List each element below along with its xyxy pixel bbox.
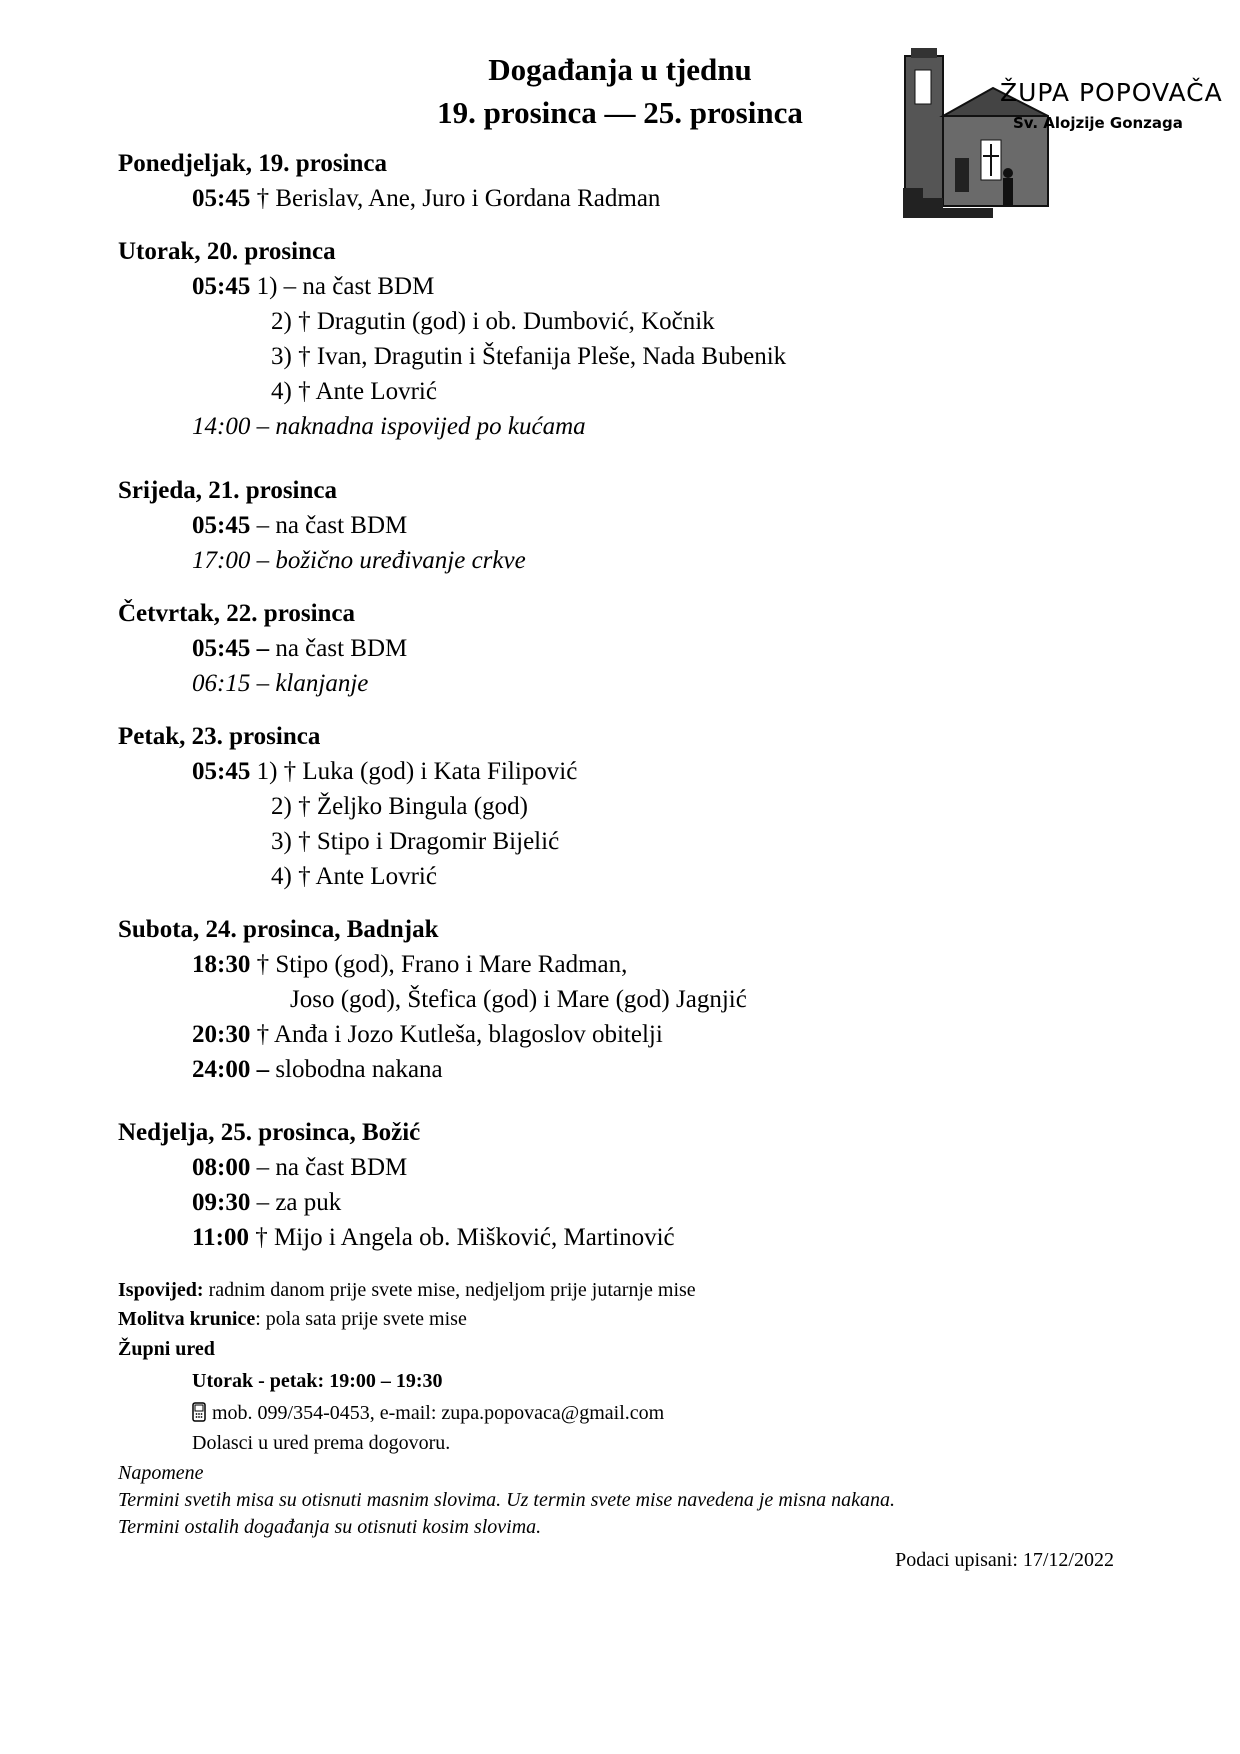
rosary-text: : pola sata prije svete mise <box>255 1308 467 1330</box>
schedule-line: 4) † Ante Lovrić <box>271 378 437 405</box>
schedule-line <box>192 1223 675 1253</box>
mass-intention: † Mijo i Angela ob. Mišković, Martinović <box>248 1224 675 1251</box>
note-title: Napomene <box>118 1462 204 1484</box>
logo-subtitle: Sv. Alojzije Gonzaga <box>1013 114 1183 132</box>
mass-intention: † Berislav, Ane, Juro i Gordana Radman <box>250 185 661 212</box>
schedule-line <box>192 1055 443 1085</box>
mass-time: 05:45 <box>192 512 251 539</box>
mass-intention: 1) – na čast BDM <box>250 273 435 300</box>
office-hours: Utorak - petak: 19:00 – 19:30 <box>192 1370 443 1392</box>
title-line-2: 19. prosinca — 25. prosinca <box>437 95 803 130</box>
note-line: Termini ostalih događanja su otisnuti kosim slovima. <box>118 1516 542 1538</box>
confession-info <box>118 1277 696 1303</box>
day-heading-tuesday: Utorak, 20. prosinca <box>118 238 336 265</box>
contact-info <box>192 1400 664 1426</box>
mass-intention: na čast BDM <box>269 635 408 662</box>
schedule-line <box>192 272 434 302</box>
day-heading-thursday: Četvrtak, 22. prosinca <box>118 600 356 627</box>
parish-logo-church-icon <box>903 48 1193 218</box>
mass-time: 05:45 <box>192 758 251 785</box>
confession-label: Ispovijed: <box>118 1279 204 1301</box>
schedule-line <box>192 184 660 214</box>
office-label: Župni ured <box>118 1338 215 1360</box>
schedule-line <box>192 950 627 980</box>
schedule-line <box>192 1188 341 1218</box>
schedule-line <box>192 757 577 787</box>
schedule-line <box>192 634 407 664</box>
mass-time: 05:45 – <box>192 635 270 662</box>
title-line-1: Događanja u tjednu <box>488 52 752 87</box>
contact-text: mob. 099/354-0453, e-mail: zupa.popovaca@gmail.com <box>212 1402 665 1424</box>
mass-intention: 1) † Luka (god) i Kata Filipović <box>250 758 578 785</box>
rosary-info <box>118 1306 467 1332</box>
entry-date: Podaci upisani: 17/12/2022 <box>895 1549 1114 1571</box>
rosary-label: Molitva krunice <box>118 1308 256 1330</box>
day-heading-friday: Petak, 23. prosinca <box>118 723 321 750</box>
schedule-line: 2) † Dragutin (god) i ob. Dumbović, Kočnik <box>271 308 715 335</box>
mass-time: 11:00 <box>192 1224 249 1251</box>
schedule-line: Joso (god), Štefica (god) i Mare (god) Jagnjić <box>290 986 747 1013</box>
mass-time: 24:00 – <box>192 1056 270 1083</box>
note-line: Termini svetih misa su otisnuti masnim slovima. Uz termin svete mise navedena je misna nakana. <box>118 1489 895 1511</box>
mass-intention: – na čast BDM <box>250 512 408 539</box>
mass-time: 18:30 <box>192 951 251 978</box>
event-line: 06:15 – klanjanje <box>192 670 369 697</box>
mass-time: 20:30 <box>192 1021 251 1048</box>
day-heading-wednesday: Srijeda, 21. prosinca <box>118 477 337 504</box>
mass-intention: † Anđa i Jozo Kutleša, blagoslov obitelji <box>250 1021 663 1048</box>
day-heading-saturday: Subota, 24. prosinca, Badnjak <box>118 916 439 943</box>
schedule-line: 3) † Ivan, Dragutin i Štefanija Pleše, Nada Bubenik <box>271 343 787 370</box>
page-title <box>390 48 850 134</box>
schedule-line: 4) † Ante Lovrić <box>271 863 437 890</box>
schedule-line <box>192 1020 663 1050</box>
confession-text: radnim danom prije svete mise, nedjeljom prije jutarnje mise <box>203 1279 696 1301</box>
phone-icon <box>192 1402 206 1422</box>
schedule-line <box>192 511 407 541</box>
day-heading-monday: Ponedjeljak, 19. prosinca <box>118 150 387 177</box>
mass-time: 09:30 <box>192 1189 251 1216</box>
event-line: 17:00 – božično uređivanje crkve <box>192 547 526 574</box>
schedule-line <box>192 1153 407 1183</box>
mass-intention: slobodna nakana <box>269 1056 443 1083</box>
mass-time: 08:00 <box>192 1154 251 1181</box>
logo-name: ŽUPA POPOVAČA <box>1000 78 1223 107</box>
mass-intention: – na čast BDM <box>250 1154 408 1181</box>
schedule-line: 3) † Stipo i Dragomir Bijelić <box>271 828 560 855</box>
event-line: 14:00 – naknadna ispovijed po kućama <box>192 413 586 440</box>
office-visits: Dolasci u ured prema dogovoru. <box>192 1432 451 1454</box>
mass-time: 05:45 <box>192 273 251 300</box>
mass-time: 05:45 <box>192 185 251 212</box>
day-heading-sunday: Nedjelja, 25. prosinca, Božić <box>118 1119 421 1146</box>
mass-intention: – za puk <box>250 1189 342 1216</box>
mass-intention: † Stipo (god), Frano i Mare Radman, <box>250 951 628 978</box>
schedule-line: 2) † Željko Bingula (god) <box>271 793 528 820</box>
